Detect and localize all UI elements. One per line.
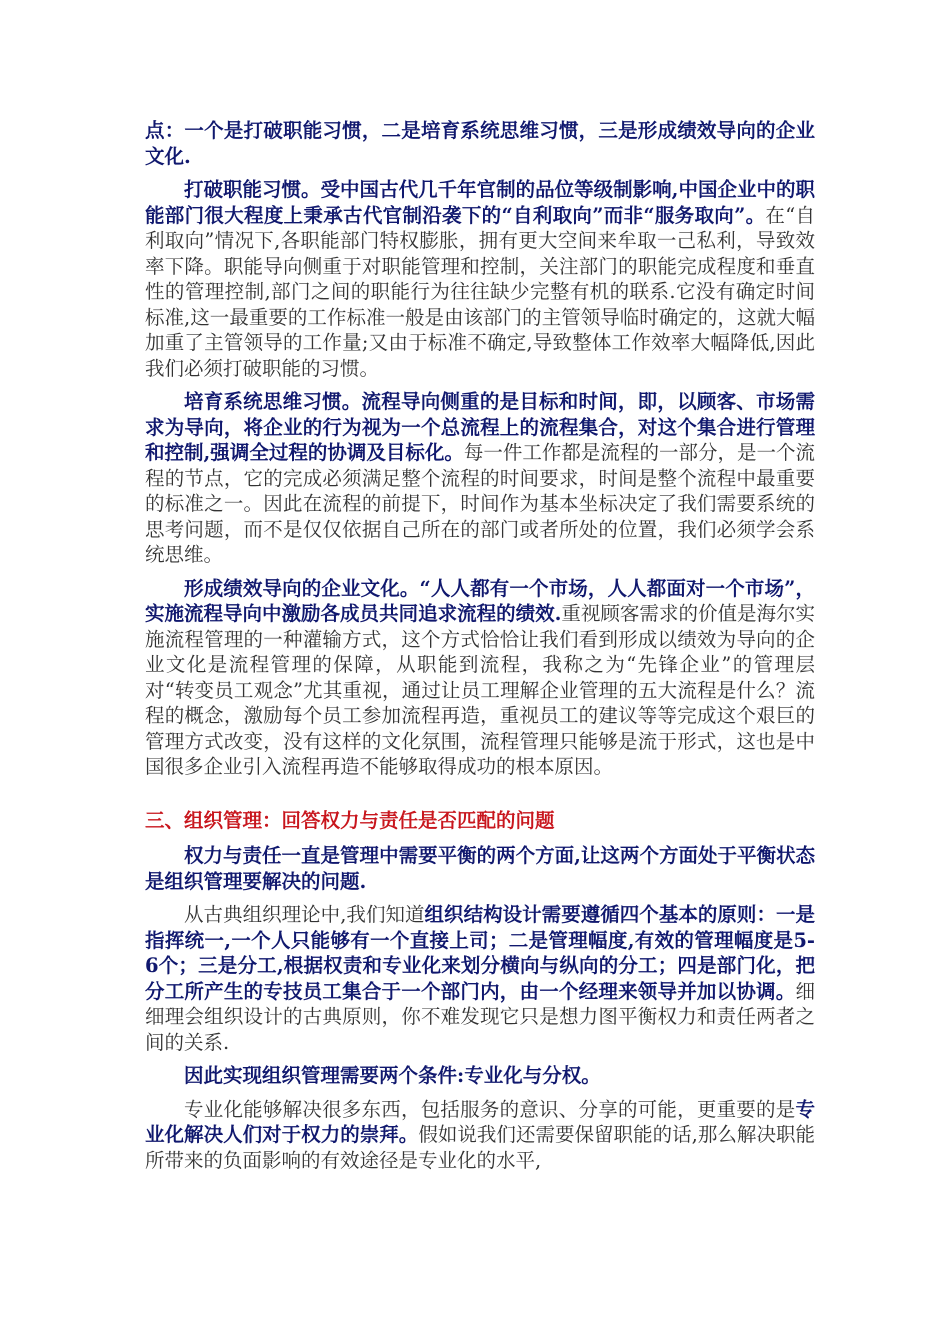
bold-text-span: 点：一个是打破职能习惯，二是培育系统思维习惯，三是形成绩效导向的企业文化. <box>145 119 815 168</box>
paragraph <box>145 902 815 1055</box>
paragraph <box>145 843 815 894</box>
paragraph <box>145 389 815 568</box>
paragraph <box>145 1063 815 1089</box>
document-page <box>145 118 815 1181</box>
text-span: 每一件工作都是流程的一部分，是一个流程的节点，它的完成必须满足整个流程的时间要求，时间是整个流程中最重要的标准之一。因此在流程的前提下，时间作为基本坐标决定了我们需要系统的思考问题，而不是仅仅依据自己所在的部门或者所处的位置，我们必须学会系统思维。 <box>145 441 815 566</box>
bold-text-span: 培育系统思维习惯。流程导向侧重的是目标和时间，即，以顾客、市场需求为导向，将企业的行为视为一个总流程上的流程集合，对这个集合进行管理和控制,强调全过程的协调及目标化。 <box>145 390 815 464</box>
paragraph <box>145 177 815 381</box>
paragraph <box>145 118 815 169</box>
bold-text-span: 因此实现组织管理需要两个条件:专业化与分权。 <box>184 1064 601 1087</box>
text-span: 在“自利取向”情况下,各职能部门特权膨胀，拥有更大空间来牟取一己私利，导致效率下降。职能导向侧重于对职能管理和控制，关注部门的职能完成程度和垂直性的管理控制,部门之间的职能行为往往缺少完整有机的联系.它没有确定时间标准,这一最重要的工作标准一般是由该部门的主管领导临时确定的，这就大幅加重了主管领导的工作量;又由于标准不确定,导致整体工作效率大幅降低,因此我们必须打破职能的习惯。 <box>145 203 815 380</box>
text-span: 细细理会组织设计的古典原则，你不难发现它只是想力图平衡权力和责任两者之间的关系. <box>145 979 815 1054</box>
bold-text-span: 权力与责任一直是管理中需要平衡的两个方面,让这两个方面处于平衡状态是组织管理要解决的问题. <box>145 844 815 893</box>
paragraph <box>145 576 815 780</box>
bold-text-span: 形成绩效导向的企业文化。“人人都有一个市场，人人都面对一个市场”，实施流程导向中激励各成员共同追求流程的绩效. <box>145 576 815 625</box>
bold-text-span: 组织结构设计需要遵循四个基本的原则：一是指挥统一,一个人只能够有一个直接上司；二是管理幅度,有效的管理幅度是5-6个；三是分工,根据权责和专业化来划分横向与纵向的分工；四是部门化，把分工所产生的专技员工集合于一个部门内，由一个经理来领导并加以协调。 <box>145 903 815 1003</box>
body-text-before-heading <box>145 118 815 780</box>
text-span: 专业化能够解决很多东西，包括服务的意识、分享的可能，更重要的是 <box>184 1097 796 1121</box>
text-span: 假如说我们还需要保留职能的话,那么解决职能所带来的负面影响的有效途径是专业化的水平, <box>145 1123 815 1172</box>
text-span: 从古典组织理论中,我们知道 <box>184 903 425 926</box>
bold-text-span: 专业化解决人们对于权力的崇拜。 <box>145 1097 815 1146</box>
paragraph <box>145 1097 815 1174</box>
text-span: 重视顾客需求的价值是海尔实施流程管理的一种灌输方式，这个方式恰恰让我们看到形成以绩效为导向的企业文化是流程管理的保障，从职能到流程，我称之为“先锋企业”的管理层对“转变员工观念”尤其重视，通过让员工理解企业管理的五大流程是什么？流程的概念，激励每个员工参加流程再造，重视员工的建议等等完成这个艰巨的管理方式改变，没有这样的文化氛围，流程管理只能够是流于形式，这也是中国很多企业引入流程再造不能够取得成功的根本原因。 <box>145 602 815 778</box>
section-heading: 三、组织管理：回答权力与责任是否匹配的问题 <box>145 808 555 832</box>
body-text-after-heading <box>145 843 815 1173</box>
bold-text-span: 打破职能习惯。受中国古代几千年官制的品位等级制影响,中国企业中的职能部门很大程度上秉承古代官制沿袭下的“自利取向”而非“服务取向”。 <box>145 178 815 227</box>
